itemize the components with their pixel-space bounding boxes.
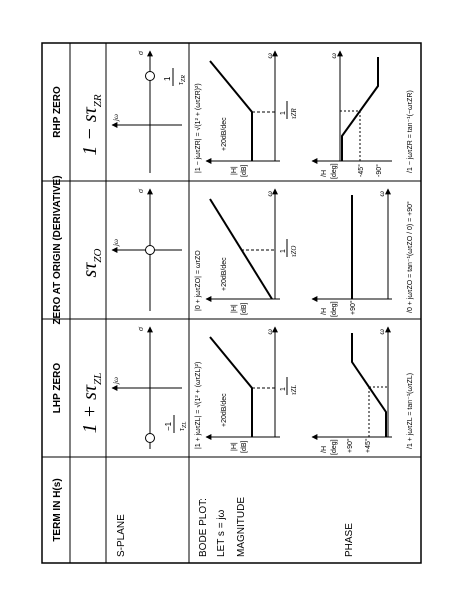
- phase-plot-origin: [312, 189, 392, 299]
- svg-text:τZO: τZO: [290, 245, 298, 257]
- sigma-label: σ: [136, 51, 145, 55]
- omega-label: ω: [265, 191, 274, 197]
- mag-unit-lhp: |H|: [231, 442, 238, 451]
- omega-label: ω: [377, 191, 386, 197]
- magnitude-equation-rhp: |1 − jωτZR| = √(1² + (ωτZR)²): [195, 83, 202, 173]
- phase-plot-lhp: [312, 327, 392, 437]
- phase-tick-minus45-rhp: -45°: [358, 164, 365, 177]
- jw-label: jω: [112, 114, 120, 121]
- svg-text:1: 1: [280, 387, 287, 391]
- term-lhp: $1 + s\tau_{ZL}$: [79, 372, 104, 434]
- phase-unit-rhp: /H: [321, 170, 328, 177]
- svg-text:τZL: τZL: [290, 384, 298, 395]
- phase-unit-lhp: /H: [321, 446, 328, 453]
- phase-unit-deg-origin: [deg]: [331, 301, 338, 317]
- header-rhp-zero: RHP ZERO: [52, 86, 63, 138]
- sigma-label: σ: [136, 189, 145, 193]
- magnitude-equation-origin: |0 + jωτZO| = ωτZO: [195, 250, 202, 311]
- phase-unit-origin: /H: [321, 308, 328, 315]
- row-label-phase: PHASE: [344, 523, 355, 557]
- magnitude-plot-rhp: [206, 51, 280, 161]
- magnitude-plot-lhp: [206, 327, 280, 437]
- splane-rhp: [112, 51, 182, 173]
- svg-text:τZL: $\tau_{ZL}$: [177, 421, 188, 431]
- row-label-let: LET s = jω: [216, 509, 227, 557]
- mag-unit-rhp: |H|: [231, 166, 238, 175]
- sigma-label: σ: [136, 327, 145, 331]
- magnitude-plot-origin: [206, 189, 280, 299]
- splane-origin: [112, 189, 182, 311]
- magnitude-equation-lhp: |1 + jωτZL| = √(1² + (ωτZL)²): [195, 361, 202, 449]
- header-term: TERM IN H(s): [52, 478, 63, 542]
- phase-tick-plus45-lhp: +45°: [365, 438, 372, 453]
- phase-tick-minus90-rhp: -90°: [376, 164, 383, 177]
- corner-frequency-lhp: [280, 377, 298, 395]
- phase-equation-rhp: /1 − jωτZR = tan⁻¹(−ωτZR): [407, 90, 414, 173]
- header-origin-zero: ZERO AT ORIGIN (DERIVATIVE): [52, 175, 63, 325]
- svg-text:−1: −1: [164, 421, 173, 431]
- mag-unit-db-rhp: [dB]: [241, 164, 248, 177]
- slope-label-lhp: +20dB/dec: [221, 393, 228, 427]
- term-rhp: $1 - s\tau_{ZR}$: [79, 94, 104, 156]
- phase-tick-plus90-origin: +90°: [350, 300, 357, 315]
- phase-tick-plus90-lhp: +90°: [347, 438, 354, 453]
- row-label-bode: BODE PLOT:: [198, 498, 209, 557]
- term-origin: $s\tau_{ZO}$: [79, 248, 104, 278]
- svg-text:1: 1: [163, 76, 172, 81]
- mag-unit-origin: |H|: [231, 304, 238, 313]
- mag-unit-db-lhp: [dB]: [241, 440, 248, 453]
- slope-label-rhp: +20dB/dec: [221, 117, 228, 151]
- svg-text:1: 1: [280, 111, 287, 115]
- lhp-zero-location-label: [164, 415, 188, 433]
- mag-unit-db-origin: [dB]: [241, 302, 248, 315]
- rhp-zero-location-label: [163, 68, 187, 86]
- phase-unit-deg-lhp: [deg]: [331, 439, 338, 455]
- phase-unit-deg-rhp: [deg]: [331, 163, 338, 179]
- omega-label: ω: [329, 53, 338, 59]
- phase-equation-lhp: /1 + jωτZL = tan⁻¹(ωτZL): [407, 372, 414, 449]
- corner-frequency-origin: [280, 239, 298, 257]
- svg-text:1: 1: [280, 249, 287, 253]
- corner-frequency-rhp: [280, 101, 298, 119]
- header-lhp-zero: LHP ZERO: [52, 362, 63, 414]
- omega-label: ω: [265, 53, 274, 59]
- svg-text:τZR: $\tau_{ZR}$: [176, 75, 187, 85]
- svg-text:τZR: τZR: [290, 108, 298, 119]
- slope-label-origin: +20dB/dec: [221, 257, 228, 291]
- row-label-magnitude: MAGNITUDE: [236, 497, 247, 557]
- jw-label: jω: [112, 377, 120, 384]
- phase-plot-rhp: [312, 51, 392, 161]
- jw-label: jω: [112, 239, 120, 246]
- omega-label: ω: [377, 329, 386, 335]
- omega-label: ω: [265, 329, 274, 335]
- phase-equation-origin: /0 + jωτZO = tan⁻¹(ωτZO / 0) = +90°: [407, 201, 414, 313]
- row-label-splane: S-PLANE: [116, 514, 127, 557]
